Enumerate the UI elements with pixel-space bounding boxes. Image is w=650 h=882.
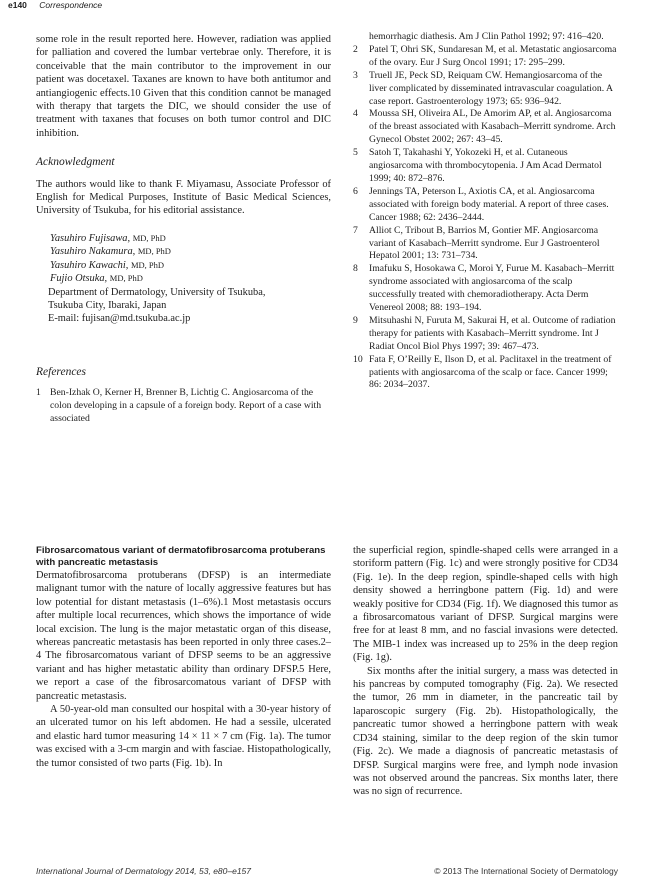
journal-citation: International Journal of Dermatology 2014, 53, e80–e157 — [36, 866, 252, 876]
reference-item: 10 Fata F, O’Reilly E, Ilson D, et al. Paclitaxel in the treatment of patients with angiosarcoma of the scalp or face. Cancer 1999; 86: 2034–2037. — [353, 353, 612, 391]
reference-item: 2 Patel T, Ohri SK, Sundaresan M, et al. Metastatic angiosarcoma of the ovary. Eur J Surg Oncol 1991; 17: 295–299. — [353, 43, 617, 68]
copyright-notice: © 2013 The International Society of Dermatology — [434, 866, 618, 876]
article-title: Fibrosarcomatous variant of dermatofibrosarcoma protuberans with pancreatic metastasis — [36, 545, 326, 568]
left-top-column — [36, 33, 331, 426]
discussion-paragraph: some role in the result reported here. However, radiation was applied for palliation and covered the lumbar vertebrae only. Therefore, it is conceivable that the main contributor to the improvement in our patient was docetaxel. Taxanes are known to have both antitumor and antiangiogenic effects.10 Given that this condition cannot be managed with therapy that targets the DIC, we should consider the use of treatment with taxanes that focuses on both tumor control and DIC inhibition. — [36, 34, 331, 139]
author: Fujio Otsuka, MD, PhD — [50, 273, 143, 285]
section-label: Correspondence — [39, 0, 103, 10]
article-paragraph: the superficial region, spindle-shaped cells were arranged in a storiform pattern (Fig. 1c) and were strongly positive for CD34 (Fig. 1e). In the deep region, spindle-shaped cells with high density showed a herringbone pattern (Fig. 1d) and were weakly positive for CD34 (Fig. 1f). We diagnosed this tumor as a fibrosarcomatous variant of DFSP. Surgical margins were free for at least 8 mm, and no fascial invasions were detected. The MIB-1 index was increased up to 25% in the deep region (Fig. 1g). — [353, 545, 618, 664]
acknowledgment-heading: Acknowledgment — [36, 156, 115, 169]
affiliation-city: Tsukuba City, Ibaraki, Japan — [48, 299, 167, 311]
reference-item: 1 Ben-Izhak O, Kerner H, Brenner B, Lichtig C. Angiosarcoma of the colon developing in a capsule of a foreign body. Report of a case with associated — [36, 387, 322, 424]
reference-item: 4 Moussa SH, Oliveira AL, De Amorim AP, et al. Angiosarcoma of the breast associated with Kasabach–Merritt syndrome. Arch Gynecol Obstet 2002; 267: 43–45. — [353, 108, 616, 146]
reference-item: 7 Alliot C, Tribout B, Barrios M, Gontier MF. Angiosarcoma variant of Kasabach–Merritt syndrome. Eur J Gastroenterol Hepatol 2001; 13: 731–734. — [353, 224, 600, 262]
reference-item: hemorrhagic diathesis. Am J Clin Pathol 1992; 97: 416–420. — [369, 31, 604, 42]
author-email: E-mail: fujisan@md.tsukuba.ac.jp — [48, 313, 191, 325]
page-number: e140 — [8, 0, 27, 10]
author: Yasuhiro Fujisawa, MD, PhD — [50, 232, 166, 244]
references-heading: References — [36, 365, 87, 378]
author: Yasuhiro Nakamura, MD, PhD — [50, 246, 171, 258]
acknowledgment-text: The authors would like to thank F. Miyamasu, Associate Professor of English for Medical Purposes, Institute of Basic Medical Sciences, University of Tsukuba, for his editorial assistance. — [36, 178, 331, 217]
reference-item: 6 Jennings TA, Peterson L, Axiotis CA, et al. Angiosarcoma associated with foreign body material. A report of three cases. Cancer 1988; 62: 2436–2444. — [353, 185, 609, 223]
reference-item: 5 Satoh T, Takahashi Y, Yokozeki H, et al. Cutaneous angiosarcoma with thrombocytopenia. J Am Acad Dermatol 1999; 40: 872–876. — [353, 147, 602, 184]
reference-item: 8 Imafuku S, Hosokawa C, Moroi Y, Furue M. Kasabach–Merritt syndrome associated with angiosarcoma of the scalp successfully treated with chemoradiotherapy. Acta Derm Venereol 2008; 88: 193–194. — [353, 263, 615, 314]
right-references-column — [353, 31, 618, 392]
author-block — [36, 232, 331, 326]
page-footer — [36, 866, 618, 876]
author: Yasuhiro Kawachi, MD, PhD — [50, 259, 165, 271]
article-paragraph: Six months after the initial surgery, a mass was detected in his pancreas by computed tomography (Fig. 2a). We resected the tumor, 26 mm in diameter, in the pancreatic tail by laparoscopic surgery (Fig. 2b). Histopathologically, the pancreatic tumor showed a herringbone pattern with weak CD34 staining, similar to the deep region of the skin tumor (Fig. 2c). We made a diagnosis of pancreatic metastasis of DFSP. Surgical margins were free, and lymph node invasion was not observed around the pancreas. Six months later, there was no sign of recurrence. — [353, 665, 618, 798]
article-paragraph: A 50-year-old man consulted our hospital with a 30-year history of an ulcerated tumor on his left abdomen. He had a sessile, ulcerated and elastic hard tumor measuring 14 × 11 × 7 cm (Fig. 1a). The tumor was excised with a 3-cm margin and with fasciae. Histopathologically, the tumor consisted of two parts (Fig. 1b). In — [36, 704, 331, 769]
reference-item: 3 Truell JE, Peck SD, Reiquam CW. Hemangiosarcoma of the liver complicated by disseminated intravascular coagulation. A case report. Gastroenterology 1973; 65: 936–942. — [353, 69, 613, 107]
reference-item: 9 Mitsuhashi N, Furuta M, Sakurai H, et al. Outcome of radiation therapy for patients with Kasabach–Merritt syndrome. Int J Radiat Oncol Biol Phys 1997; 39: 467–473. — [353, 314, 616, 352]
article-right-column — [353, 544, 618, 799]
running-header — [8, 0, 102, 12]
article-paragraph: Dermatofibrosarcoma protuberans (DFSP) is an intermediate malignant tumor with the nature of locally aggressive features but has low potential for distant metastasis (1–6%).1 Most metastasis occurs after multiple local recurrences, which shows the importance of wide local excision. The lung is the major metastatic organ of this disease, whereas pancreatic metastasis has been reported in only three cases.2–4 The fibrosarcomatous variant of DFSP seems to be an aggressive variant and has higher metastatic ability than ordinary DFSP.5 Here, we report a case of the fibrosarcomatous variant of DFSP with pancreatic metastasis. — [36, 570, 331, 702]
affiliation: Department of Dermatology, University of Tsukuba, — [48, 286, 266, 298]
article-left-column — [36, 545, 331, 770]
